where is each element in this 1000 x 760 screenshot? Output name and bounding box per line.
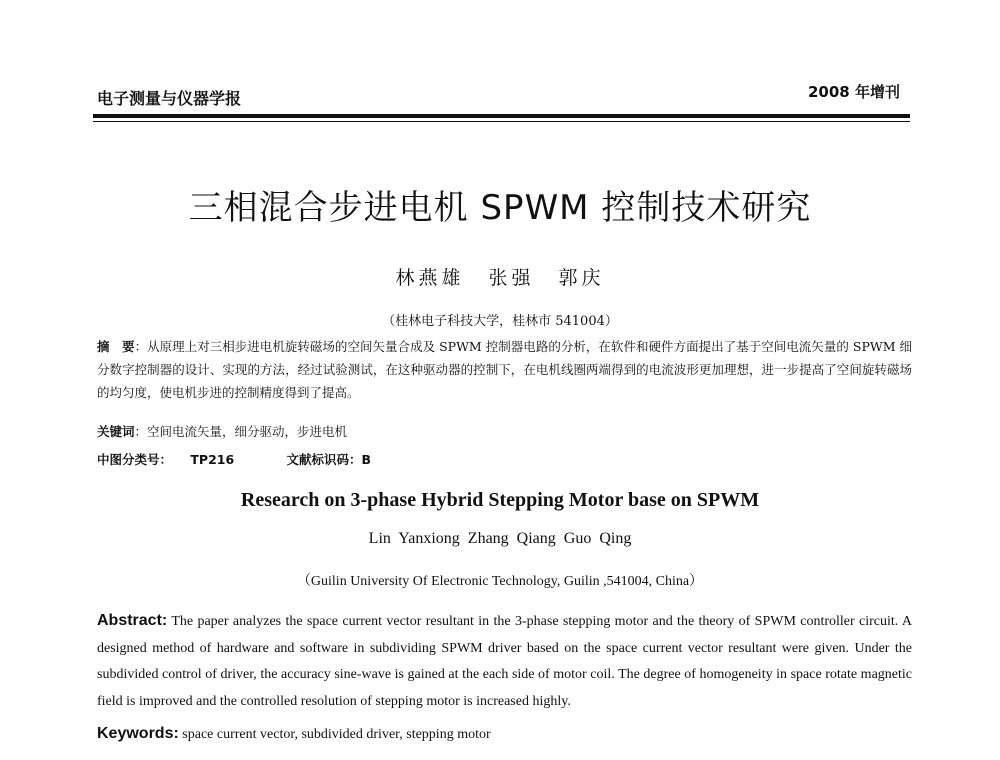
abstract-zh [97, 335, 912, 404]
authors-zh: 林燕雄 张强 郭庆 [395, 267, 605, 289]
abstract-zh-text: ：从原理上对三相步进电机旋转磁场的空间矢量合成及 SPWM 控制器电路的分析，在软件和硬件方面提出了基于空间电流矢量的 SPWM 细分数字控制器的设计、实现的方法，经过试验测试，在这种驱动器的控制下，在电机线圈两端得到的电流波形更加理想，进一步提高了空间旋转磁场的均匀度，使电机步进的控制精度得到了提高。 [97, 339, 912, 400]
keywords-zh-label: 关键词 [97, 424, 135, 439]
keywords-en [97, 725, 491, 743]
clc-value: TP216 [190, 452, 235, 467]
paper-title-zh: 三相混合步进电机 SPWM 控制技术研究 [188, 188, 812, 228]
doc-code-label: 文献标识码： [286, 452, 362, 467]
journal-name: 电子测量与仪器学报 [97, 89, 242, 108]
abstract-en-label: Abstract: [97, 612, 168, 629]
keywords-en-label: Keywords: [97, 725, 179, 742]
abstract-en-text: The paper analyzes the space current vector resultant in the 3-phase stepping motor and the theory of SPWM controller circuit. A designed method of hardware and software in subdividing SPWM driver based on the space current vector resultant were given. Under the subdivided control of driver, the accuracy sine-wave is gained at the each side of motor coil. The degree of homogeneity in space rotate magnetic field is improved and the controlled resolution of stepping motor is increased highly. [97, 614, 912, 709]
keywords-zh-text: ：空间电流矢量，细分驱动，步进电机 [134, 424, 348, 439]
abstract-zh-label: 摘 要 [97, 339, 135, 354]
abstract-en [97, 608, 912, 715]
affiliation-en: （Guilin University Of Electronic Technology, Guilin ,541004, China） [296, 574, 704, 589]
keywords-zh [97, 422, 347, 440]
doc-code-value: B [361, 452, 372, 467]
clc-label: 中图分类号： [97, 452, 173, 467]
header-rule-thin [93, 121, 910, 122]
header-rule-thick [93, 114, 910, 118]
paper-title-en: Research on 3-phase Hybrid Stepping Motor base on SPWM [240, 489, 760, 511]
authors-en: Lin Yanxiong Zhang Qiang Guo Qing [368, 530, 632, 547]
keywords-en-text: space current vector, subdivided driver, stepping motor [178, 727, 491, 742]
affiliation-zh: （桂林电子科技大学，桂林市 541004） [382, 314, 618, 329]
classification-zh [97, 450, 371, 468]
issue-label: 2008 年增刊 [808, 83, 900, 101]
